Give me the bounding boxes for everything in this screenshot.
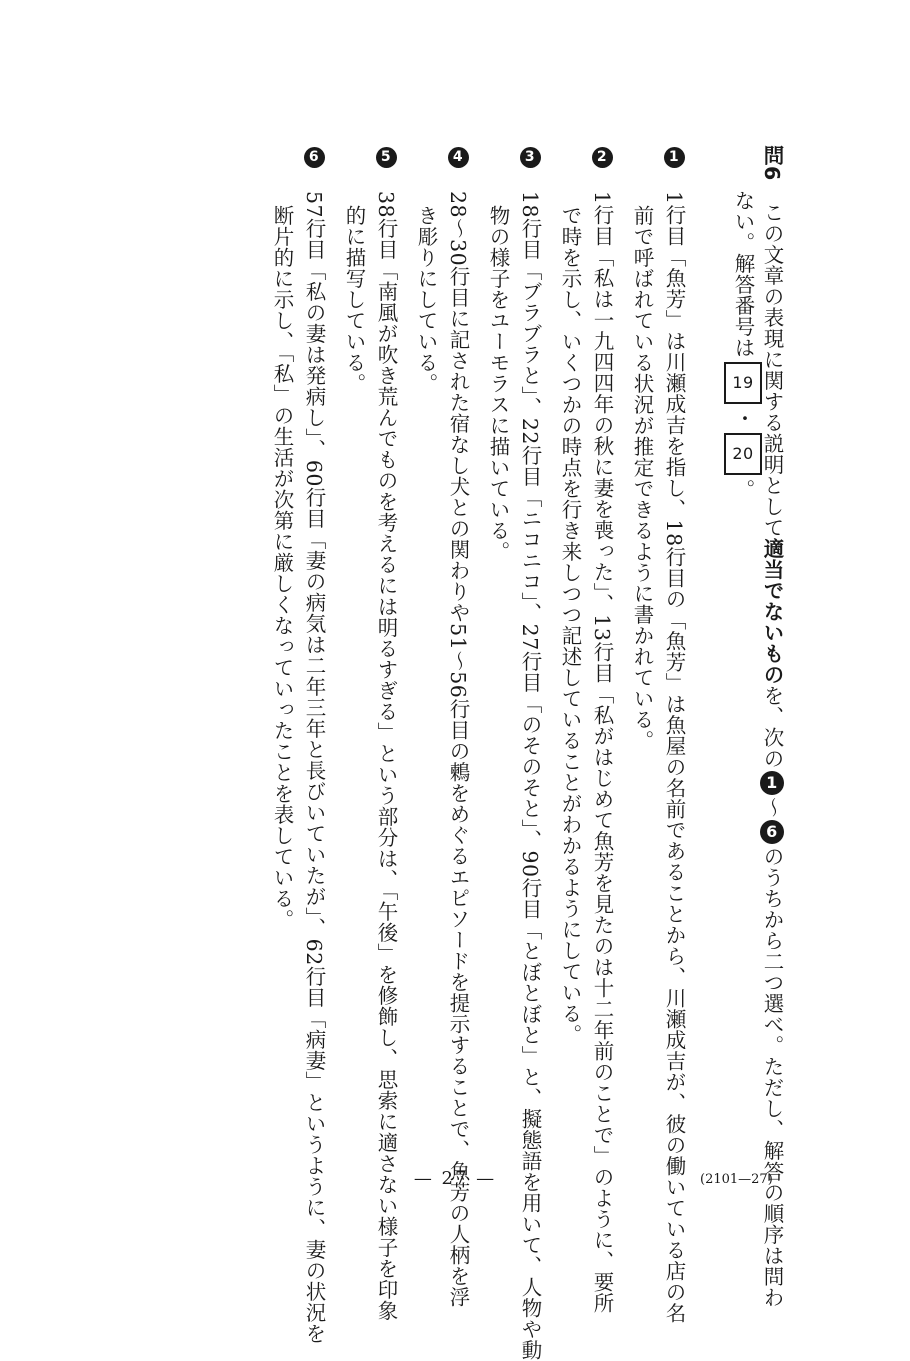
option-text: 物の様子をユーモラスに描いている。 — [486, 205, 510, 562]
exam-code: (2101—27) — [700, 1172, 773, 1187]
option-6-marker: 6 — [304, 147, 325, 168]
option-5-marker: 5 — [376, 147, 397, 168]
option-text: 前で呼ばれている状況が推定できるように書かれている。 — [630, 205, 654, 751]
option-5-line-2 — [338, 205, 370, 1215]
option-text: 1行目「魚芳」は川瀬成吉を指し、18行目の「魚芳」は魚屋の名前であることから、川瀬成吉が、彼の働いている店の名 — [662, 170, 686, 1324]
option-text: 1行目「私は一九四四年の秋に妻を喪った」、13行目「私がはじめて魚芳を見たのは十二年前のことで」のように、要所 — [590, 170, 614, 1314]
question-number: 問6 — [760, 145, 784, 181]
option-2-line-1 — [586, 145, 618, 1314]
option-text: 的に描写している。 — [342, 205, 366, 394]
option-text: 57行目「私の妻は発病し」、60行目「妻の病気は二年三年と長びいていたが」、62行目「病妻」というように、妻の状況を — [302, 170, 326, 1344]
option-text: で時を示し、いくつかの時点を行き来しつつ記述していることがわかるようにしている。 — [558, 205, 582, 1045]
option-1-line-2 — [626, 205, 658, 1215]
question-text: のうちから二つ選べ。ただし、解答の順序は問わ — [760, 845, 784, 1308]
option-text: き彫りにしている。 — [414, 205, 438, 394]
option-2-marker: 2 — [592, 147, 613, 168]
question-text: ない。解答番号は — [731, 190, 755, 358]
page-number: — 27 — — [413, 1168, 497, 1189]
option-4-line-1 — [442, 145, 474, 1308]
option-3-line-1 — [514, 145, 546, 1361]
option-text: 38行目「南風が吹き荒んでものを考えるには明るすぎる」という部分は、「午後」を修飾し、思索に適さない様子を印象 — [374, 170, 398, 1321]
answer-box-20: 20 — [724, 433, 762, 475]
answer-box-19: 19 — [724, 362, 762, 404]
option-3-marker: 3 — [520, 147, 541, 168]
question-text: を、次の — [760, 684, 784, 769]
option-text: 断片的に示し、「私」の生活が次第に厳しくなっていったことを表している。 — [270, 205, 294, 930]
question-text: この文章の表現に関する説明として — [760, 201, 784, 538]
option-3-line-2 — [482, 205, 514, 1215]
option-1-line-1 — [658, 145, 690, 1324]
period: 。 — [731, 479, 755, 500]
option-4-marker: 4 — [448, 147, 469, 168]
option-text: 18行目「ブラブラと」、22行目「ニコニコ」、27行目「のそのそと」、90行目「とぼとぼと」と、擬態語を用いて、人物や動 — [518, 170, 542, 1361]
choice-end-marker: 6 — [760, 820, 784, 844]
separator: ・ — [731, 408, 755, 429]
option-text: 28～30行目に記された宿なし犬との関わりや51～56行目の鶫をめぐるエピソードを提示することで、魚芳の人柄を浮 — [446, 170, 470, 1308]
option-5-line-1 — [370, 145, 402, 1321]
question-line-2 — [724, 190, 762, 1200]
option-4-line-2 — [410, 205, 442, 1215]
option-6-line-2 — [266, 205, 298, 1215]
tilde: ～ — [760, 796, 784, 818]
option-6-line-1 — [298, 145, 330, 1344]
option-2-line-2 — [554, 205, 586, 1215]
choice-start-marker: 1 — [760, 771, 784, 795]
option-1-marker: 1 — [664, 147, 685, 168]
emphasis-text: 適当でないもの — [760, 537, 784, 685]
